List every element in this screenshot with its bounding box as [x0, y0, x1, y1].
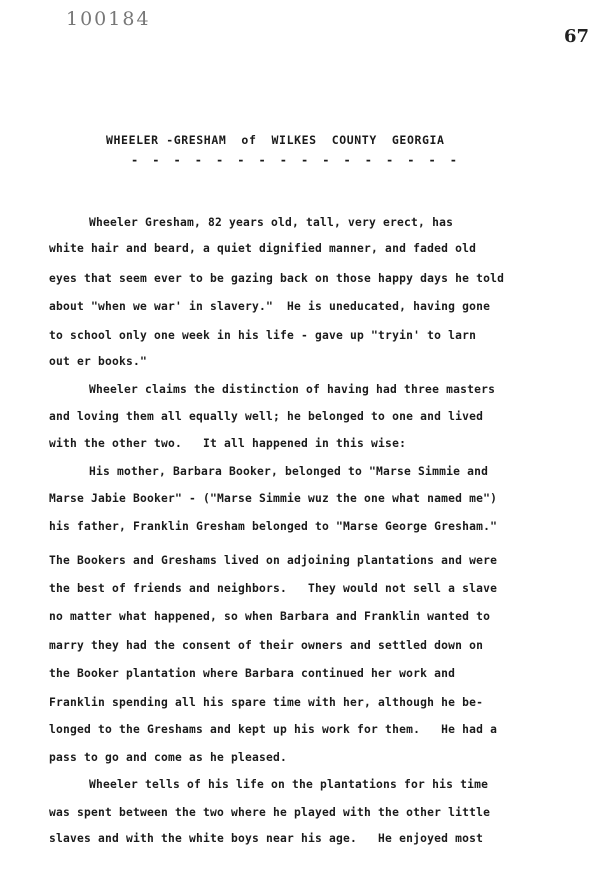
text-line: with the other two. It all happened in this wise: — [49, 437, 407, 450]
text-line: out er books." — [49, 355, 148, 368]
text-line: pass to go and come as he pleased. — [49, 751, 288, 764]
text-line: Marse Jabie Booker" - ("Marse Simmie wuz the one what named me") — [49, 492, 498, 505]
title-underline: - - - - - - - - - - - - - - - - — [131, 153, 461, 167]
text-line: The Bookers and Greshams lived on adjoining plantations and were — [49, 554, 498, 567]
text-line: slaves and with the white boys near his age. He enjoyed most — [49, 832, 484, 845]
text-line: and loving them all equally well; he belonged to one and lived — [49, 410, 484, 423]
text-line: Franklin spending all his spare time with her, although he be- — [49, 696, 484, 709]
text-line: no matter what happened, so when Barbara and Franklin wanted to — [49, 610, 491, 623]
text-line: longed to the Greshams and kept up his work for them. He had a — [49, 723, 498, 736]
text-line: white hair and beard, a quiet dignified manner, and faded old — [49, 242, 477, 255]
text-line: Wheeler claims the distinction of having had three masters — [89, 383, 496, 396]
text-line: to school only one week in his life - gave up "tryin' to larn — [49, 329, 477, 342]
text-line: Wheeler tells of his life on the plantations for his time — [89, 778, 489, 791]
text-line: the best of friends and neighbors. They would not sell a slave — [49, 582, 498, 595]
text-line: eyes that seem ever to be gazing back on those happy days he told — [49, 272, 505, 285]
text-line: his father, Franklin Gresham belonged to "Marse George Gresham." — [49, 520, 498, 533]
page-number: 67 — [564, 26, 590, 47]
text-line: Wheeler Gresham, 82 years old, tall, very erect, has — [89, 216, 454, 229]
text-line: about "when we war' in slavery." He is uneducated, having gone — [49, 300, 491, 313]
text-line: marry they had the consent of their owners and settled down on — [49, 639, 484, 652]
text-line: His mother, Barbara Booker, belonged to "Marse Simmie and — [89, 465, 489, 478]
document-title: WHEELER -GRESHAM of WILKES COUNTY GEORGIA — [106, 133, 445, 147]
text-line: the Booker plantation where Barbara continued her work and — [49, 667, 456, 680]
text-line: was spent between the two where he played with the other little — [49, 806, 491, 819]
archive-stamp-number: 100184 — [66, 8, 151, 30]
